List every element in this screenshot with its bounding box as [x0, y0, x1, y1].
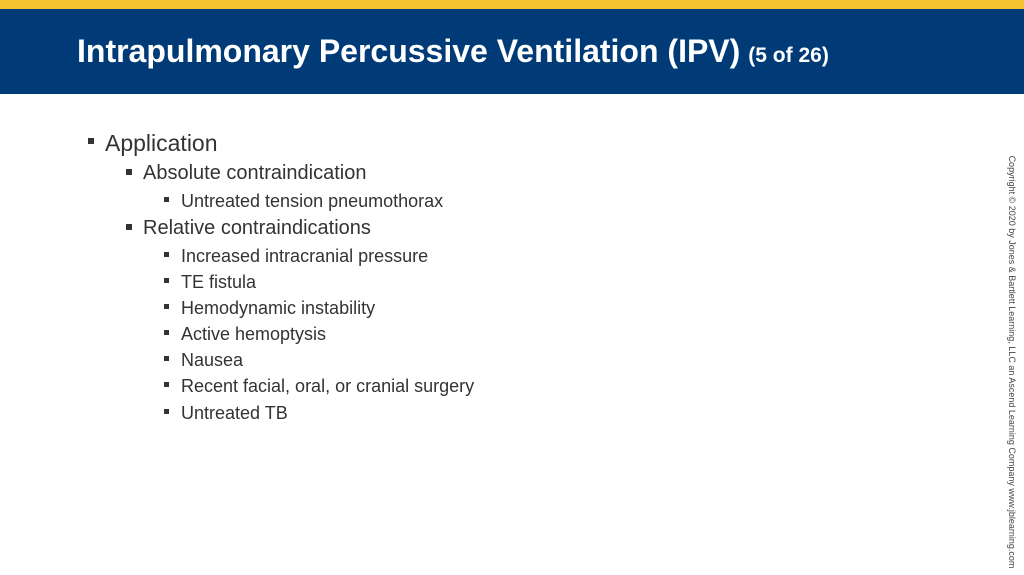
bullet-item: TE fistula	[164, 272, 256, 293]
title-bar	[0, 9, 1024, 94]
bullet-relative-contraindications: Relative contraindications	[126, 217, 371, 240]
slide-title-text: Intrapulmonary Percussive Ventilation (IPV)	[77, 33, 741, 69]
bullet-square-icon	[164, 278, 169, 283]
bullet-item: Nausea	[164, 350, 243, 371]
bullet-square-icon	[88, 138, 94, 144]
bullet-square-icon	[164, 252, 169, 257]
bullet-square-icon	[126, 224, 132, 230]
bullet-item: Recent facial, oral, or cranial surgery	[164, 376, 474, 397]
bullet-absolute-contraindication: Absolute contraindication	[126, 162, 366, 185]
bullet-square-icon	[126, 169, 132, 175]
bullet-item: Increased intracranial pressure	[164, 246, 428, 267]
bullet-item: Hemodynamic instability	[164, 298, 375, 319]
bullet-square-icon	[164, 382, 169, 387]
bullet-square-icon	[164, 356, 169, 361]
bullet-item: Untreated TB	[164, 403, 288, 424]
slide-counter: (5 of 26)	[748, 44, 829, 67]
bullet-square-icon	[164, 330, 169, 335]
bullet-square-icon	[164, 197, 169, 202]
copyright-notice: Copyright © 2020 by Jones & Bartlett Learning, LLC an Ascend Learning Company www.jblearning.com	[1007, 155, 1017, 569]
bullet-square-icon	[164, 409, 169, 414]
accent-strip	[0, 0, 1024, 9]
slide-title	[77, 33, 829, 70]
bullet-square-icon	[164, 304, 169, 309]
bullet-item: Untreated tension pneumothorax	[164, 191, 443, 212]
bullet-item: Active hemoptysis	[164, 324, 326, 345]
bullet-application: Application	[88, 130, 218, 157]
